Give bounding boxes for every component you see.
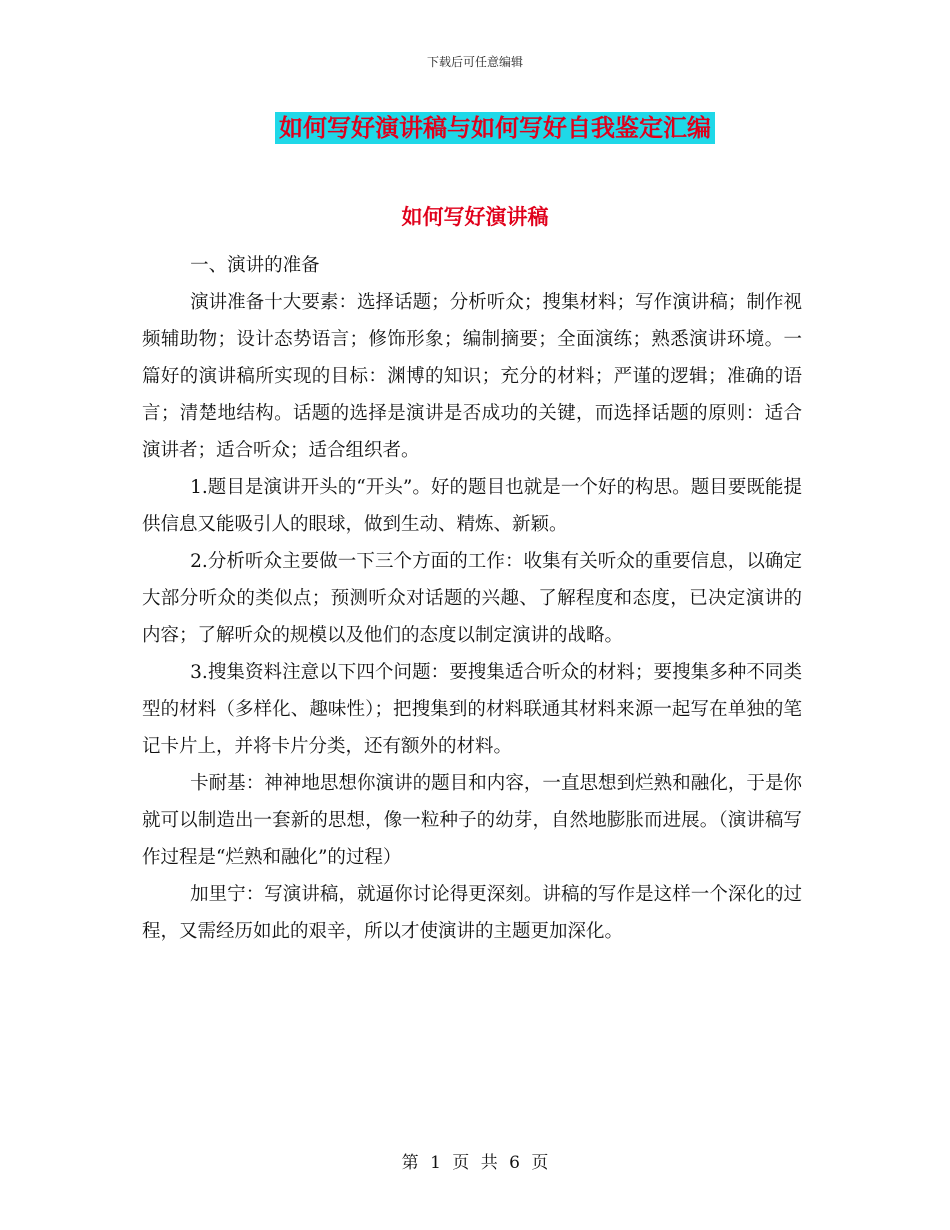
paragraph: 3.搜集资料注意以下四个问题：要搜集适合听众的材料；要搜集多种不同类型的材料（多样化、趣味性）；把搜集到的材料联通其材料来源一起写在单独的笔记卡片上，并将卡片分类，还有额外的材料。: [142, 662, 802, 757]
sub-title: 如何写好演讲稿: [401, 205, 549, 229]
body-text: [142, 247, 802, 950]
page-footer: 第 1 页 共 6 页: [401, 1153, 549, 1173]
paragraph: 演讲准备十大要素：选择话题；分析听众；搜集材料；写作演讲稿；制作视频辅助物；设计态势语言；修饰形象；编制摘要；全面演练；熟悉演讲环境。一篇好的演讲稿所实现的目标：渊博的知识；充分的材料；严谨的逻辑；准确的语言；清楚地结构。话题的选择是演讲是否成功的关键，而选择话题的原则：适合演讲者；适合听众；适合组织者。: [142, 292, 802, 461]
main-title-wrap: [0, 112, 950, 144]
section-heading: 一、演讲的准备: [190, 255, 320, 276]
paragraph: 2.分析听众主要做一下三个方面的工作：收集有关听众的重要信息，以确定大部分听众的类似点；预测听众对话题的兴趣、了解程度和态度，已决定演讲的内容；了解听众的规模以及他们的态度以制定演讲的战略。: [142, 551, 802, 646]
paragraph: 1.题目是演讲开头的“开头”。好的题目也就是一个好的构思。题目要既能提供信息又能吸引人的眼球，做到生动、精炼、新颖。: [142, 477, 802, 535]
main-title: 如何写好演讲稿与如何写好自我鉴定汇编: [275, 112, 715, 144]
header-note: 下载后可任意编辑: [426, 55, 523, 69]
paragraph: 加里宁：写演讲稿，就逼你讨论得更深刻。讲稿的写作是这样一个深化的过程，又需经历如此的艰辛，所以才使演讲的主题更加深化。: [142, 884, 802, 942]
paragraph: 卡耐基：神神地思想你演讲的题目和内容，一直思想到烂熟和融化，于是你就可以制造出一套新的思想，像一粒种子的幼芽，自然地膨胀而进展。（演讲稿写作过程是“烂熟和融化”的过程）: [142, 773, 802, 868]
